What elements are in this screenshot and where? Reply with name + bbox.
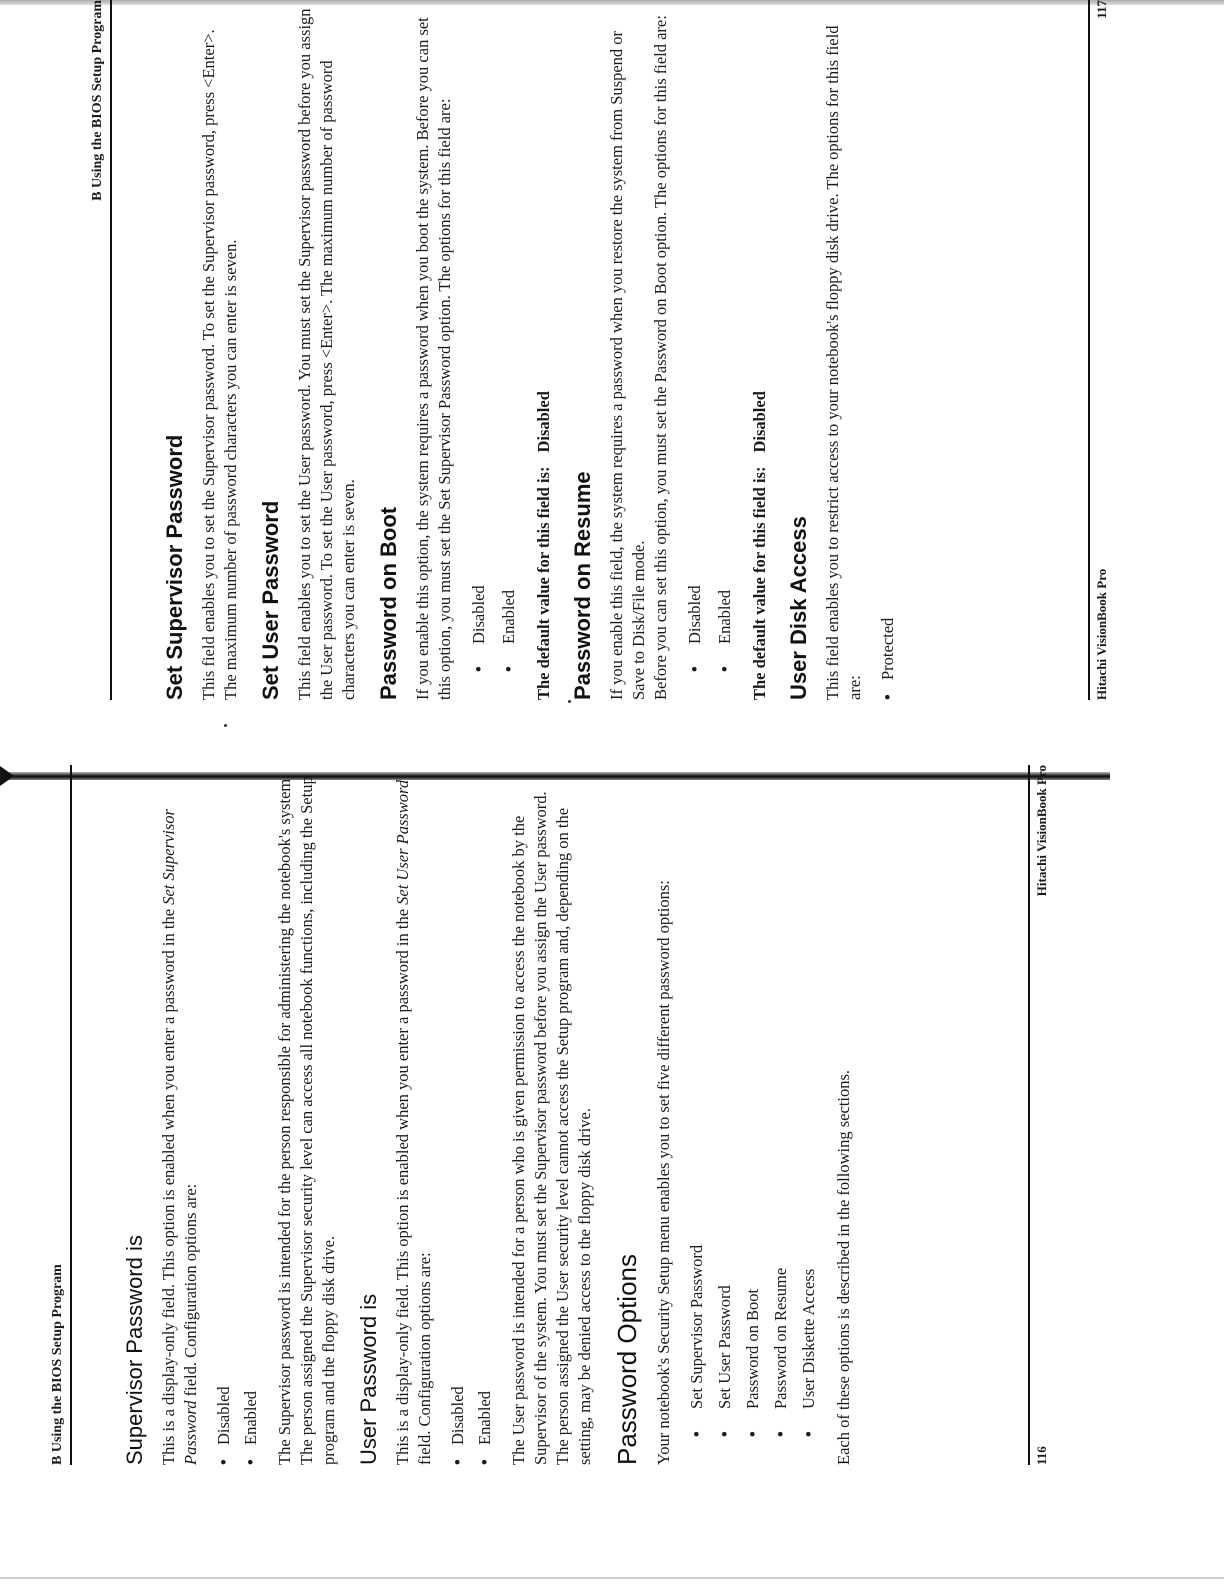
list-item: • Protected [874,0,901,700]
list-item: • Disabled [464,0,494,672]
list-item: • Disabled [444,765,471,1465]
left-page [50,765,1050,1465]
page-number: 117 [1094,0,1109,19]
page-number: 116 [1034,1446,1049,1465]
list-item: • Disabled [210,765,237,1465]
list-item: • Set Supervisor Password [683,765,711,1437]
set-supervisor-password-description: This field enables you to set the Supervisor password. To set the Supervisor password, press <Enter>. The maximum number of password characters you can enter is seven. [199,29,240,700]
running-header: B Using the BIOS Setup Program [50,765,72,1465]
user-disk-access-description: This field enables you to restrict access to your notebook's floppy disk drive. The options for this field are: [823,25,864,700]
list-item: • Password on Boot [739,765,767,1437]
section-title-user-password-is: User Password is [356,1293,381,1465]
left-page-body [106,765,863,1465]
password-on-boot-description: If you enable this option, the system requires a password when you boot the system. Before you can set this option, you must set the Set Supervisor Password option. The options for this field are: [413,17,454,700]
list-item: • Set User Password [711,765,739,1437]
section-title-user-disk-access: User Disk Access [786,516,811,700]
scan-speck [224,724,227,727]
page-fold-tip [0,766,14,786]
list-item: • User Diskette Access [795,765,823,1437]
right-page-body [146,0,911,700]
password-on-resume-default: The default value for this field is:Disabled [750,391,769,700]
scan-speck [568,700,571,703]
list-item: • Enabled [710,0,740,672]
section-title-set-user-password: Set User Password [258,500,283,700]
password-on-resume-options [680,0,740,700]
scan-edge-bottom [0,1577,1224,1579]
password-options-list [683,765,823,1465]
user-password-is-description: The User password is intended for a person who is given permission to access the notebook by the Supervisor of the system. You must set the Supervisor password before you assign the User password. The person assigned the User security level cannot access the Setup program and, depending on the setting, may be denied access to the floppy disk drive. [509,791,594,1465]
running-header: B Using the BIOS Setup Program [90,0,112,700]
password-options-intro: Your notebook's Security Setup menu enables you to set five different password options: [654,880,673,1465]
password-on-boot-default: The default value for this field is:Disabled [534,391,553,700]
default-value: Disabled [534,391,553,453]
supervisor-password-is-options [210,765,264,1465]
section-title-password-options: Password Options [612,1254,642,1465]
right-page [90,0,1110,700]
list-item: • Disabled [680,0,710,672]
list-item: • Enabled [471,765,498,1465]
password-on-resume-description-2: Before you can set this option, you must set the Password on Boot option. The options for this field are: [651,15,670,700]
footer-product: Hitachi VisionBook Pro [1034,765,1049,897]
password-on-boot-options [464,0,524,700]
supervisor-password-is-description: The Supervisor password is intended for the person responsible for administering the notebook's system. The person assigned the Supervisor security level can access all notebook functions, including the Setup program and the floppy disk drive. [275,774,338,1465]
password-on-resume-description-1: If you enable this field, the system requires a password when you restore the system from Suspend or Save to Disk/File mode. [607,30,648,700]
user-disk-access-options [874,0,901,700]
running-footer [1088,0,1110,700]
user-password-is-options [444,765,498,1465]
password-options-closing: Each of these options is described in the following sections. [834,1069,853,1465]
section-title-password-on-resume: Password on Resume [570,471,595,700]
footer-product: Hitachi VisionBook Pro [1094,568,1109,700]
running-footer [1028,765,1050,1465]
supervisor-password-is-intro: This is a display-only field. This option is enabled when you enter a password in the Set Supervisor Password field. Configuration options are: [159,809,200,1465]
list-item: • Enabled [494,0,524,672]
section-title-password-on-boot: Password on Boot [376,506,401,700]
section-title-set-supervisor-password: Set Supervisor Password [162,434,187,700]
list-item: • Password on Resume [767,765,795,1437]
list-item: • Enabled [237,765,264,1465]
default-value: Disabled [750,391,769,453]
section-title-supervisor-password-is: Supervisor Password is [122,1235,147,1465]
set-user-password-description: This field enables you to set the User password. You must set the Supervisor password before you assign the User password. To set the User password, press <Enter>. The maximum number of password characters you can enter is seven. [295,8,358,700]
user-password-is-intro: This is a display-only field. This option is enabled when you enter a password in the Set User Password field. Configuration options are: [393,779,434,1465]
